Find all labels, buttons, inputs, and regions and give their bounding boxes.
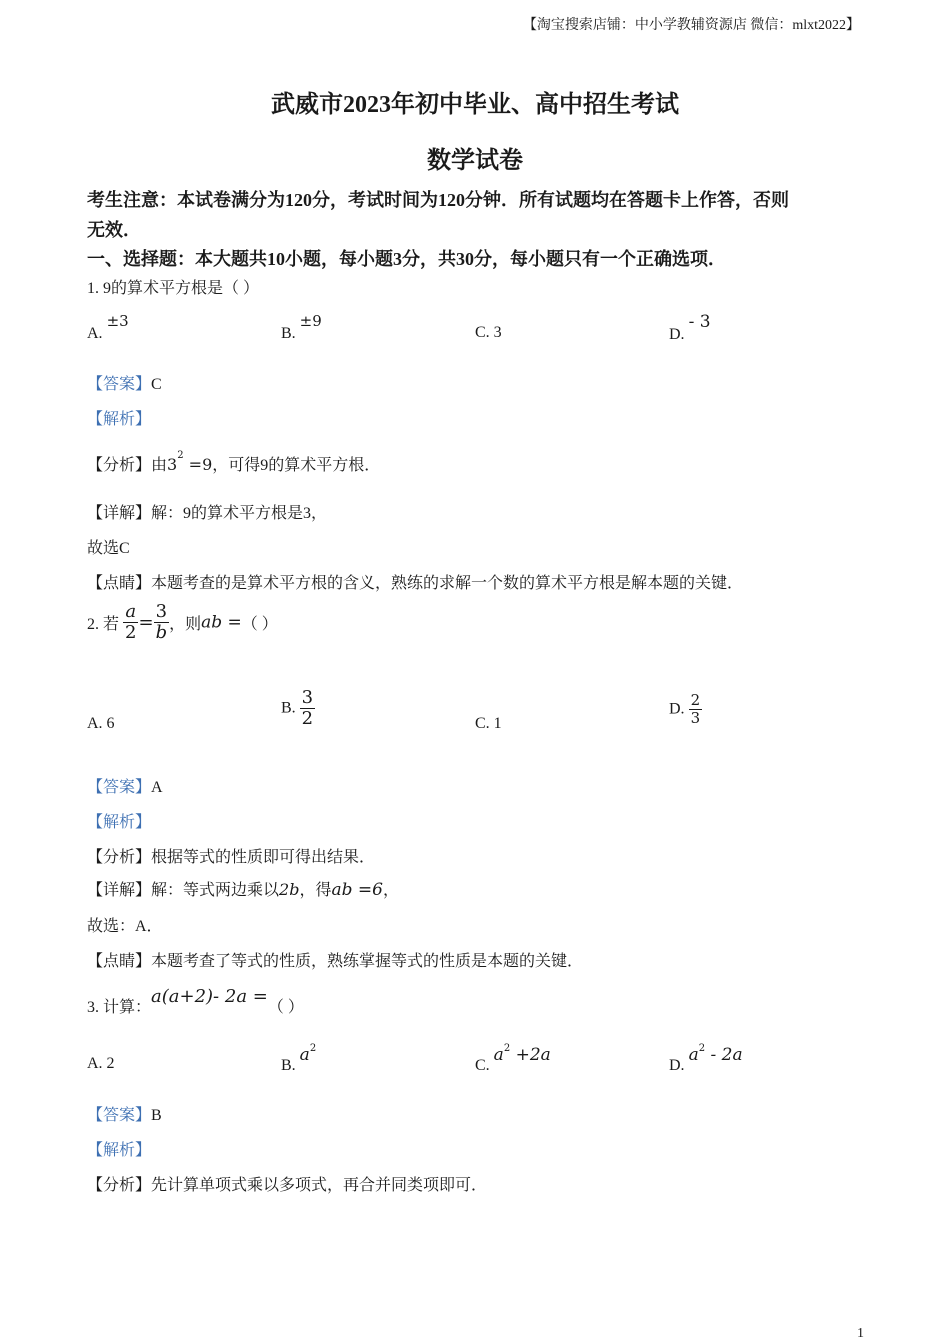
- comment-label: 【点睛】: [87, 953, 152, 970]
- q3-option-c-label: C.: [475, 1057, 490, 1074]
- q2-fenxi: [87, 844, 375, 867]
- q1-option-d-label: D.: [669, 326, 685, 343]
- q2-detail-mid: ，得: [299, 882, 332, 899]
- q1-option-a-label: A.: [87, 325, 103, 342]
- q1-answer-value: C: [151, 376, 162, 393]
- q1-comment-text: 本题考查的是算术平方根的含义，熟练的求解一个数的算术平方根是解本题的关键．: [151, 575, 744, 592]
- q2-f2-den: b: [155, 622, 168, 643]
- q2-stem-math: ab =: [201, 612, 242, 633]
- q2-conclusion: 故选：A．: [87, 918, 163, 935]
- q2-option-a: A. 6: [87, 715, 115, 732]
- q2-detail-math-1: 2b: [279, 880, 300, 899]
- q3-optc-exp: 2: [503, 1043, 511, 1054]
- q3-optb-exp: 2: [309, 1043, 317, 1054]
- q3-option-d: [669, 1043, 743, 1075]
- q3-answer: [87, 1102, 162, 1125]
- q1-fenxi-math: [167, 450, 213, 474]
- q2-f1-num: a: [123, 602, 138, 623]
- q1-analysis-label: 【解析】: [87, 411, 152, 428]
- q2-detail: [87, 877, 399, 900]
- q3-analysis-label: 【解析】: [87, 1142, 152, 1159]
- q1-fenxi: [87, 452, 380, 475]
- q1-comment: [87, 570, 743, 593]
- q2-stem-pre: 2. 若: [87, 616, 120, 633]
- q1-fenxi-rest: =9: [183, 455, 213, 474]
- section-heading: 一、选择题：本大题共10小题，每小题3分，共30分，每小题只有一个正确选项．: [87, 249, 726, 269]
- q1-answer: [87, 371, 162, 394]
- answer-label: 【答案】: [87, 376, 152, 393]
- detail-label: 【详解】: [87, 882, 152, 899]
- q3-optb-base: a: [299, 1045, 310, 1065]
- q3-answer-value: B: [151, 1107, 162, 1124]
- q1-conclusion: 故选C: [87, 540, 130, 557]
- q2-detail-post: ，: [382, 882, 399, 899]
- q2-fenxi-text: 根据等式的性质即可得出结果．: [151, 849, 376, 866]
- q2-option-c: C. 1: [475, 715, 502, 732]
- q1-option-b-math: ±9: [299, 312, 322, 330]
- q1-detail: [87, 500, 327, 523]
- exam-title: 武威市2023年初中毕业、高中招生考试: [271, 92, 679, 118]
- q1-option-a-math: ±3: [106, 312, 129, 330]
- q2-stem-post: （ ）: [241, 616, 278, 633]
- q2-detail-pre: 解：等式两边乘以: [151, 882, 280, 899]
- q2-f2-num: 3: [154, 602, 170, 623]
- q3-stem-post: （ ）: [267, 999, 304, 1016]
- header-note: 【淘宝搜索店铺：中小学教辅资源店 微信：mlxt2022】: [522, 18, 860, 33]
- q2-answer: [87, 774, 163, 797]
- q2-option-d-label: D.: [669, 700, 685, 718]
- q1-option-b-label: B.: [281, 325, 296, 342]
- q3-optc-rest: +2a: [510, 1045, 551, 1065]
- comment-label: 【点睛】: [87, 575, 152, 592]
- q2-option-d-fraction: [689, 692, 703, 727]
- q2-stem-mid: ，则: [169, 616, 202, 633]
- q3-optd-rest: - 2a: [705, 1045, 743, 1065]
- q2-detail-math-2: ab =6: [331, 880, 383, 900]
- q3-fenxi-text: 先计算单项式乘以多项式，再合并同类项即可．: [151, 1177, 488, 1194]
- fenxi-label: 【分析】: [87, 1177, 152, 1194]
- q1-fenxi-post: ，可得9的算术平方根．: [212, 457, 381, 474]
- q2-analysis-label: 【解析】: [87, 814, 152, 831]
- q1-option-a: [87, 312, 129, 343]
- q2-answer-value: A: [151, 779, 163, 796]
- q2-comment: [87, 948, 583, 971]
- q2-equals: =: [138, 612, 154, 633]
- q3-fenxi: [87, 1172, 487, 1195]
- q3-stem: [87, 986, 304, 1017]
- q2-stem: [87, 602, 278, 643]
- q1-option-b: [281, 312, 322, 343]
- detail-label: 【详解】: [87, 505, 152, 522]
- q1-fenxi-exp: 2: [177, 450, 184, 461]
- notice-line-1: 考生注意：本试卷满分为120分，考试时间为120分钟．所有试题均在答题卡上作答，否则: [87, 190, 789, 210]
- q3-option-b: [281, 1043, 317, 1075]
- q2-option-b-fraction: [300, 688, 315, 729]
- q3-option-a: A. 2: [87, 1055, 115, 1072]
- q3-optc-base: a: [493, 1045, 504, 1065]
- q3-option-c: [475, 1043, 551, 1075]
- q2-optd-den: 3: [690, 709, 701, 727]
- q2-comment-text: 本题考查了等式的性质，熟练掌握等式的性质是本题的关键．: [151, 953, 584, 970]
- q2-fraction-3-over-b: [154, 602, 170, 643]
- q1-detail-text: 解：9的算术平方根是3，: [151, 505, 328, 522]
- q2-optb-num: 3: [301, 687, 314, 708]
- q2-fraction-a-over-2: [123, 602, 138, 643]
- q3-option-b-label: B.: [281, 1057, 296, 1074]
- q2-option-d: [669, 692, 702, 727]
- answer-label: 【答案】: [87, 779, 152, 796]
- q3-stem-math: a(a+2)- 2a =: [151, 986, 268, 1007]
- q3-stem-pre: 3. 计算：: [87, 999, 152, 1016]
- page-number: 1: [857, 1326, 864, 1341]
- exam-subtitle: 数学试卷: [427, 148, 523, 174]
- q1-option-d-math: - 3: [688, 312, 711, 332]
- q1-stem: 1. 9的算术平方根是（ ）: [87, 280, 260, 297]
- q1-fenxi-pre: 由: [151, 457, 168, 474]
- answer-label: 【答案】: [87, 1107, 152, 1124]
- q2-optb-den: 2: [301, 708, 314, 729]
- q2-f1-den: 2: [125, 622, 137, 643]
- q2-optd-num: 2: [690, 691, 701, 709]
- q3-option-c-math: [494, 1045, 551, 1065]
- q1-option-d: [669, 312, 711, 344]
- q3-optd-exp: 2: [698, 1043, 706, 1054]
- q3-option-d-label: D.: [669, 1057, 685, 1074]
- q3-optd-base: a: [688, 1045, 699, 1065]
- q2-option-b: [281, 688, 315, 729]
- q1-fenxi-base: 3: [167, 455, 178, 474]
- notice-line-2: 无效．: [87, 220, 141, 240]
- q3-option-b-math: [300, 1045, 317, 1065]
- fenxi-label: 【分析】: [87, 849, 152, 866]
- fenxi-label: 【分析】: [87, 457, 152, 474]
- q2-option-b-label: B.: [281, 699, 296, 717]
- q1-option-c: C. 3: [475, 324, 502, 341]
- q3-option-d-math: [689, 1045, 743, 1065]
